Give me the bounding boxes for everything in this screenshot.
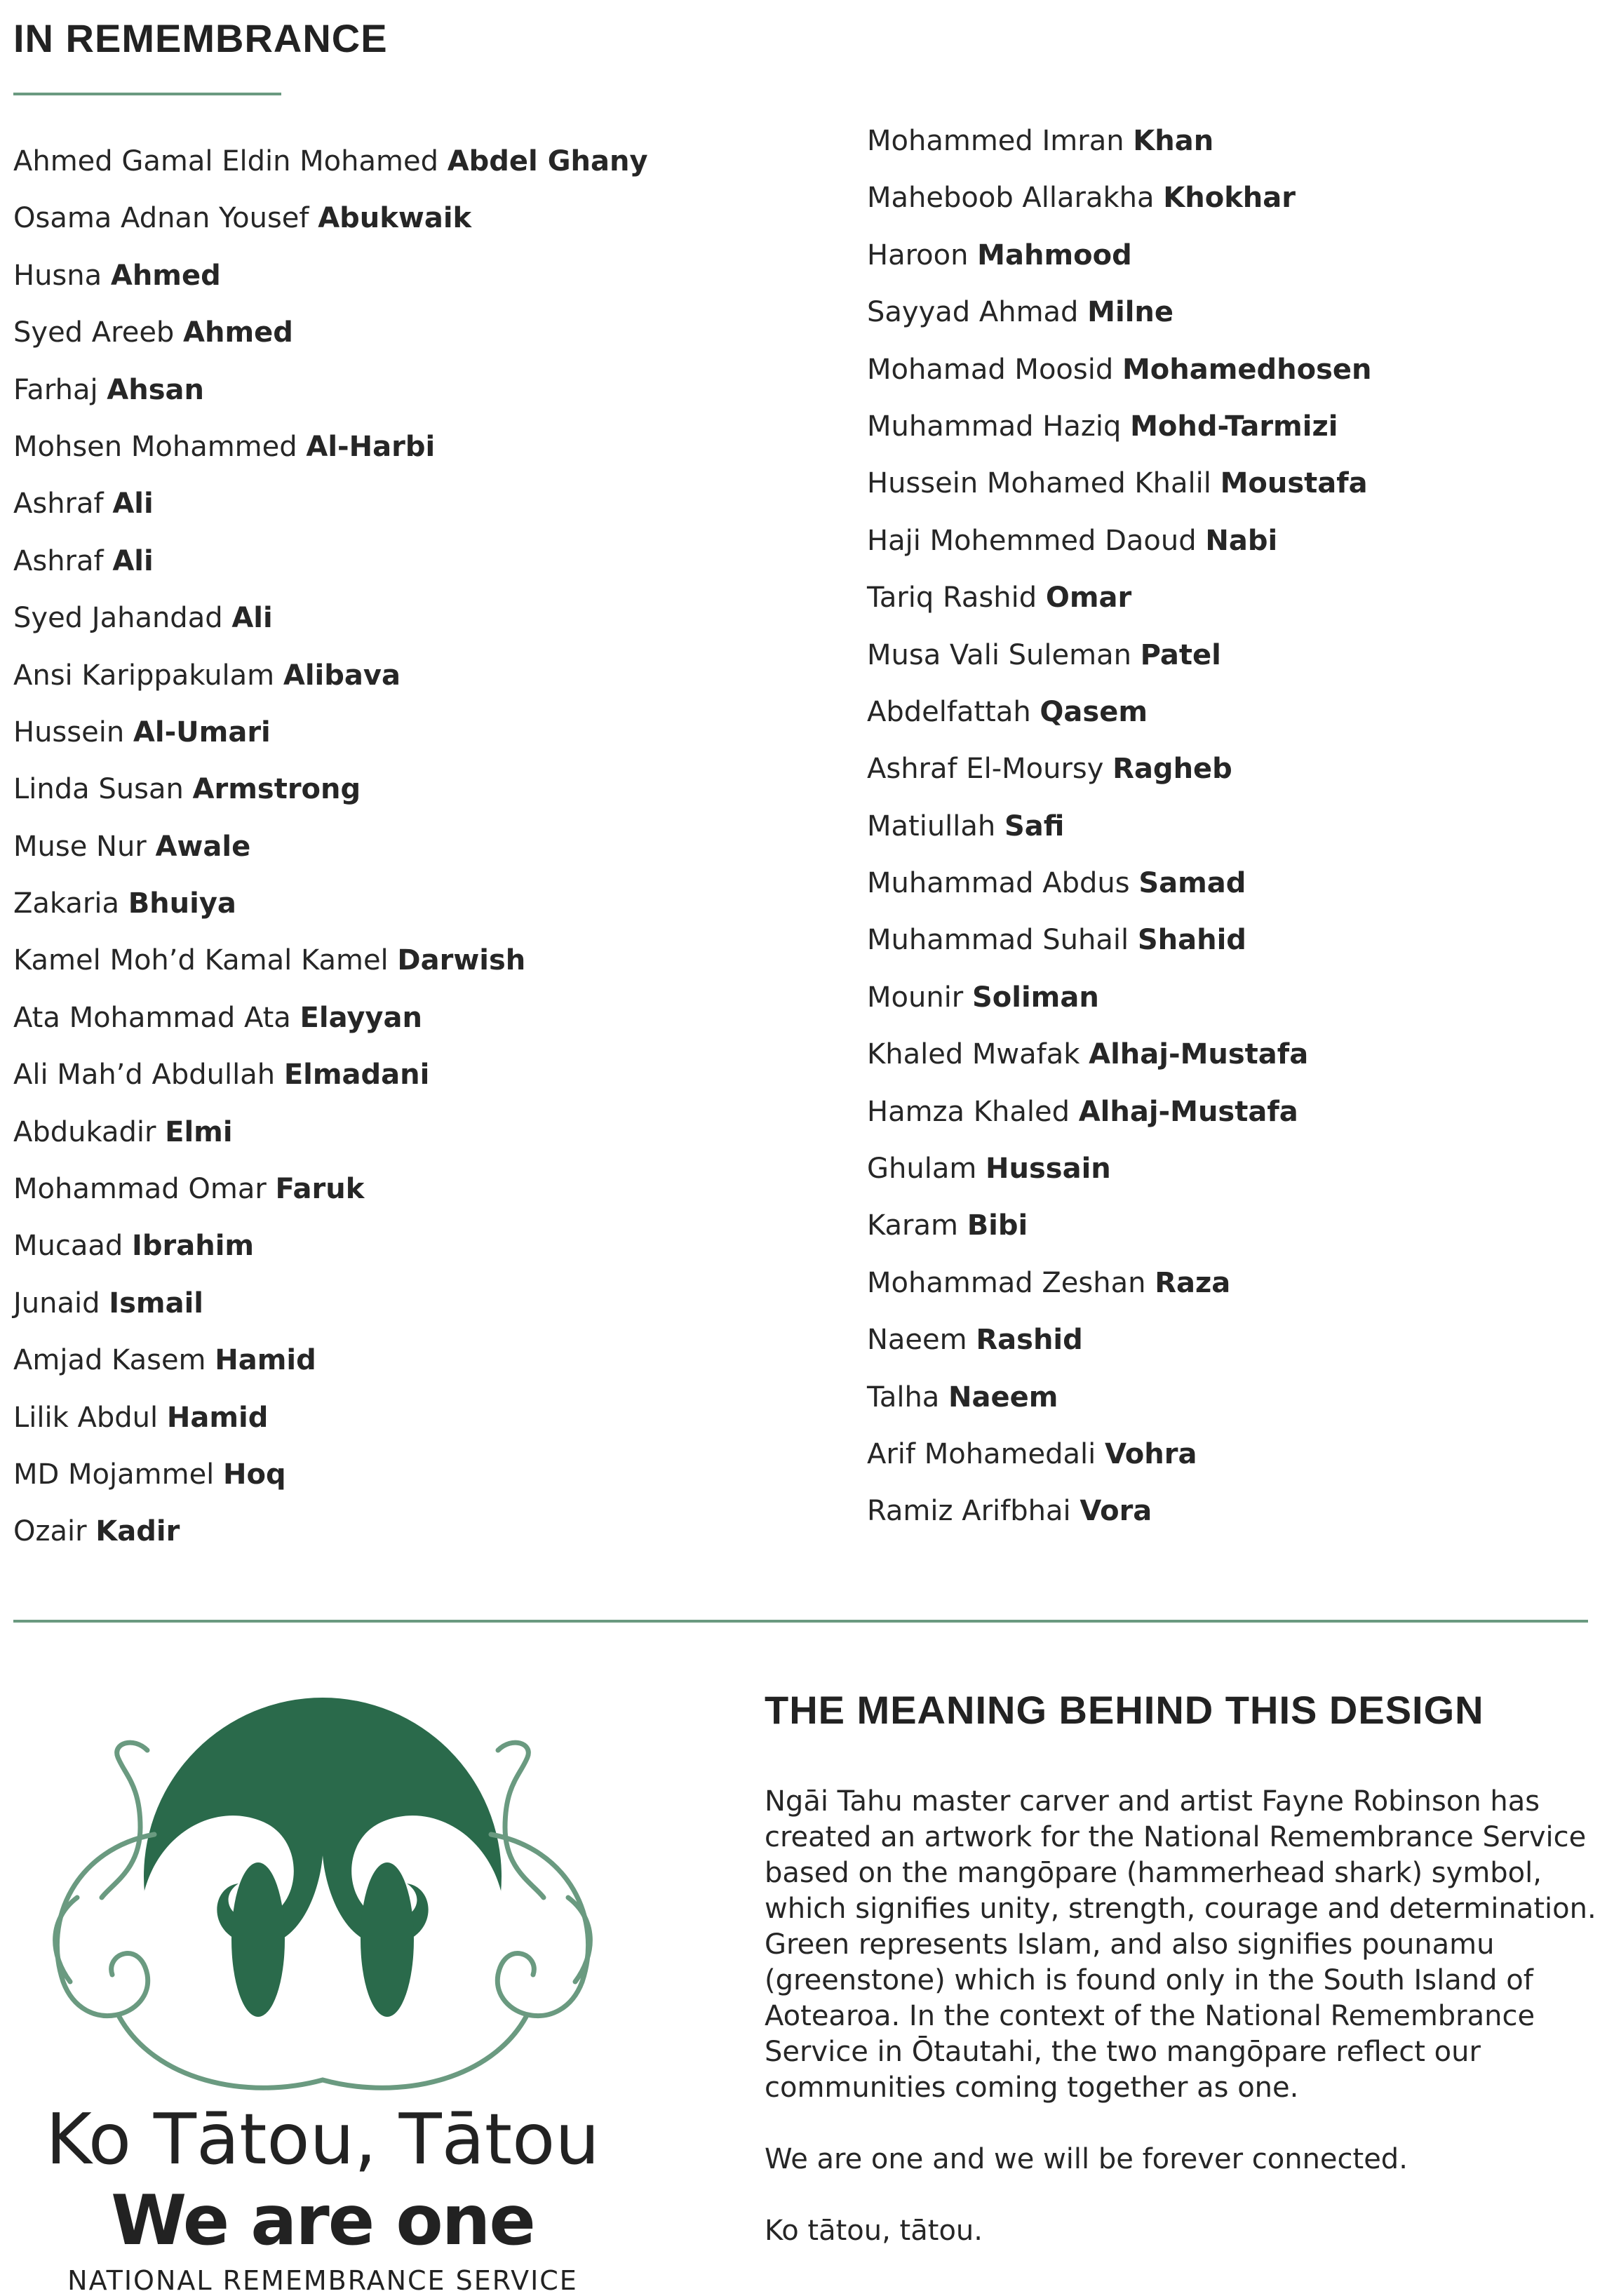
family-name: Omar xyxy=(1045,582,1132,615)
family-name: Ismail xyxy=(109,1287,204,1320)
name-entry xyxy=(13,362,648,419)
name-entry xyxy=(13,704,648,761)
name-entry xyxy=(867,1312,1372,1369)
name-entry xyxy=(867,1026,1372,1083)
given-name: Ahmed Gamal Eldin Mohamed xyxy=(13,145,438,177)
given-name: Ashraf xyxy=(13,488,104,521)
name-entry xyxy=(867,1369,1372,1426)
name-entry xyxy=(867,741,1372,798)
given-name: Amjad Kasem xyxy=(13,1344,206,1377)
name-entry xyxy=(867,342,1372,398)
name-entry xyxy=(867,455,1372,512)
family-name: Bhuiya xyxy=(128,887,236,920)
given-name: Matiullah xyxy=(867,810,996,842)
given-name: Husna xyxy=(13,259,102,292)
family-name: Vora xyxy=(1080,1495,1152,1528)
name-entry xyxy=(13,1275,648,1332)
given-name: Tariq Rashid xyxy=(867,582,1037,615)
name-entry xyxy=(867,798,1372,855)
given-name: Junaid xyxy=(13,1287,100,1320)
name-entry xyxy=(867,113,1372,170)
given-name: Mohammed Imran xyxy=(867,125,1124,157)
family-name: Alhaj-Mustafa xyxy=(1089,1038,1309,1071)
family-name: Abukwaik xyxy=(318,202,472,235)
given-name: Arif Mohamedali xyxy=(867,1437,1096,1470)
name-entry xyxy=(867,855,1372,912)
design-paragraph: We are one and we will be forever connected. xyxy=(765,2143,1408,2175)
family-name: Hussain xyxy=(986,1153,1111,1186)
family-name: Samad xyxy=(1138,867,1246,900)
given-name: Naeem xyxy=(867,1324,967,1357)
given-name: Karam xyxy=(867,1209,958,1242)
design-paragraph: Ko tātou, tātou. xyxy=(765,2215,983,2247)
given-name: Abdukadir xyxy=(13,1115,156,1148)
family-name: Ahmed xyxy=(110,259,221,292)
family-name: Qasem xyxy=(1040,695,1148,728)
given-name: Mohammad Zeshan xyxy=(867,1266,1146,1299)
name-entry xyxy=(867,170,1372,227)
given-name: Mucaad xyxy=(13,1230,123,1263)
family-name: Mohd-Tarmizi xyxy=(1130,410,1338,443)
name-entry xyxy=(867,570,1372,626)
name-entry xyxy=(13,248,648,304)
name-entry xyxy=(13,1104,648,1161)
given-name: Abdelfattah xyxy=(867,695,1031,728)
family-name: Hamid xyxy=(166,1401,269,1434)
family-name: Ali xyxy=(112,488,154,521)
given-name: Mohsen Mohammed xyxy=(13,430,297,463)
name-entry xyxy=(13,990,648,1047)
name-entry xyxy=(867,1255,1372,1312)
name-entry xyxy=(867,227,1372,284)
name-entry xyxy=(13,875,648,932)
name-entry xyxy=(867,1426,1372,1483)
name-entry xyxy=(13,533,648,590)
given-name: Muse Nur xyxy=(13,830,147,863)
family-name: Raza xyxy=(1155,1266,1231,1299)
given-name: Syed Areeb xyxy=(13,316,175,349)
design-section-title: THE MEANING BEHIND THIS DESIGN xyxy=(765,1688,1484,1732)
family-name: Safi xyxy=(1004,810,1065,842)
given-name: Talha xyxy=(867,1381,940,1414)
given-name: Muhammad Abdus xyxy=(867,867,1130,900)
name-entry xyxy=(13,1218,648,1275)
given-name: Lilik Abdul xyxy=(13,1401,159,1434)
design-description xyxy=(765,1784,1599,2285)
family-name: Khan xyxy=(1133,125,1214,157)
family-name: Soliman xyxy=(971,981,1099,1014)
family-name: Alibava xyxy=(283,659,401,692)
family-name: Shahid xyxy=(1137,924,1246,957)
name-entry xyxy=(13,1047,648,1103)
given-name: Ghulam xyxy=(867,1153,977,1186)
name-entry xyxy=(867,1197,1372,1254)
names-list-left xyxy=(13,133,648,1561)
family-name: Milne xyxy=(1087,296,1174,329)
name-entry xyxy=(867,969,1372,1026)
given-name: Ozair xyxy=(13,1515,87,1548)
name-entry xyxy=(13,761,648,818)
family-name: Elayyan xyxy=(300,1001,422,1034)
family-name: Nabi xyxy=(1205,524,1278,557)
section-divider xyxy=(13,1620,1588,1623)
family-name: Ragheb xyxy=(1112,753,1232,786)
name-entry xyxy=(867,1483,1372,1540)
given-name: Hussein xyxy=(13,716,125,748)
family-name: Elmadani xyxy=(283,1059,430,1092)
family-name: Mahmood xyxy=(977,239,1132,271)
family-name: Khokhar xyxy=(1163,182,1296,215)
name-entry xyxy=(867,627,1372,684)
family-name: Alhaj-Mustafa xyxy=(1078,1095,1298,1128)
given-name: Ali Mah’d Abdullah xyxy=(13,1059,276,1092)
family-name: Bibi xyxy=(967,1209,1028,1242)
given-name: Syed Jahandad xyxy=(13,602,223,635)
name-entry xyxy=(13,1446,648,1503)
logo-tagline-primary: Ko Tātou, Tātou xyxy=(46,2098,600,2180)
name-entry xyxy=(867,912,1372,969)
family-name: Abdel Ghany xyxy=(447,145,648,177)
family-name: Ali xyxy=(231,602,273,635)
name-entry xyxy=(13,476,648,532)
family-name: Rashid xyxy=(976,1324,1083,1357)
family-name: Patel xyxy=(1140,638,1221,671)
name-entry xyxy=(13,419,648,476)
name-entry xyxy=(13,647,648,704)
family-name: Ibrahim xyxy=(132,1230,255,1263)
given-name: Ata Mohammad Ata xyxy=(13,1001,291,1034)
given-name: MD Mojammel xyxy=(13,1458,215,1491)
logo-tagline-secondary: We are one xyxy=(111,2181,534,2261)
given-name: Hussein Mohamed Khalil xyxy=(867,467,1211,500)
name-entry xyxy=(13,304,648,361)
family-name: Darwish xyxy=(397,944,526,977)
given-name: Muhammad Suhail xyxy=(867,924,1129,957)
name-entry xyxy=(867,1084,1372,1141)
name-entry xyxy=(13,1332,648,1389)
given-name: Mohamad Moosid xyxy=(867,353,1114,386)
given-name: Ansi Karippakulam xyxy=(13,659,275,692)
family-name: Hamid xyxy=(215,1344,316,1377)
name-entry xyxy=(13,190,648,247)
name-entry xyxy=(13,819,648,875)
family-name: Moustafa xyxy=(1220,467,1368,500)
given-name: Ramiz Arifbhai xyxy=(867,1495,1071,1528)
given-name: Muhammad Haziq xyxy=(867,410,1122,443)
given-name: Linda Susan xyxy=(13,773,184,806)
given-name: Osama Adnan Yousef xyxy=(13,202,309,235)
given-name: Musa Vali Suleman xyxy=(867,638,1131,671)
name-entry xyxy=(13,1503,648,1560)
family-name: Al-Harbi xyxy=(306,430,436,463)
family-name: Ahmed xyxy=(183,316,293,349)
given-name: Kamel Moh’d Kamal Kamel xyxy=(13,944,389,977)
family-name: Mohamedhosen xyxy=(1122,353,1372,386)
logo-service-name: NATIONAL REMEMBRANCE SERVICE xyxy=(67,2265,578,2296)
family-name: Awale xyxy=(155,830,251,863)
name-entry xyxy=(13,1390,648,1446)
family-name: Kadir xyxy=(95,1515,180,1548)
given-name: Ashraf xyxy=(13,544,104,577)
given-name: Haroon xyxy=(867,239,969,271)
page-heading: IN REMEMBRANCE xyxy=(13,16,388,60)
given-name: Khaled Mwafak xyxy=(867,1038,1080,1071)
name-entry xyxy=(13,133,648,190)
name-entry xyxy=(867,1141,1372,1197)
given-name: Mounir xyxy=(867,981,964,1014)
name-entry xyxy=(867,284,1372,341)
name-entry xyxy=(13,1161,648,1218)
family-name: Faruk xyxy=(275,1173,365,1206)
mangopare-emblem-icon xyxy=(35,1687,610,2101)
family-name: Ali xyxy=(112,544,154,577)
names-list-right xyxy=(867,113,1372,1540)
name-entry xyxy=(13,932,648,989)
family-name: Vohra xyxy=(1105,1437,1197,1470)
given-name: Mohammad Omar xyxy=(13,1173,267,1206)
family-name: Elmi xyxy=(165,1115,233,1148)
heading-underline xyxy=(13,93,281,95)
family-name: Naeem xyxy=(948,1381,1058,1414)
family-name: Al-Umari xyxy=(133,716,271,748)
name-entry xyxy=(867,513,1372,570)
given-name: Farhaj xyxy=(13,373,98,406)
name-entry xyxy=(867,398,1372,455)
given-name: Sayyad Ahmad xyxy=(867,296,1079,329)
given-name: Hamza Khaled xyxy=(867,1095,1070,1128)
family-name: Hoq xyxy=(223,1458,286,1491)
given-name: Haji Mohemmed Daoud xyxy=(867,524,1197,557)
name-entry xyxy=(867,684,1372,741)
family-name: Armstrong xyxy=(192,773,361,806)
given-name: Zakaria xyxy=(13,887,119,920)
given-name: Maheboob Allarakha xyxy=(867,182,1155,215)
given-name: Ashraf El-Moursy xyxy=(867,753,1104,786)
name-entry xyxy=(13,590,648,647)
family-name: Ahsan xyxy=(107,373,205,406)
design-paragraph: Ngāi Tahu master carver and artist Fayne Robinson has created an artwork for the National Remembrance Service based on the mangōpare (hammerhead shark) symbol, which signifies unity, strength, courage and determination. Green represents Islam, and also signifies pounamu (greenstone) which is found only in the South Island of Aotearoa. In the context of the National Remembrance Service in Ōtautahi, the two mangōpare reflect our communities coming together as one. xyxy=(765,1785,1596,2104)
